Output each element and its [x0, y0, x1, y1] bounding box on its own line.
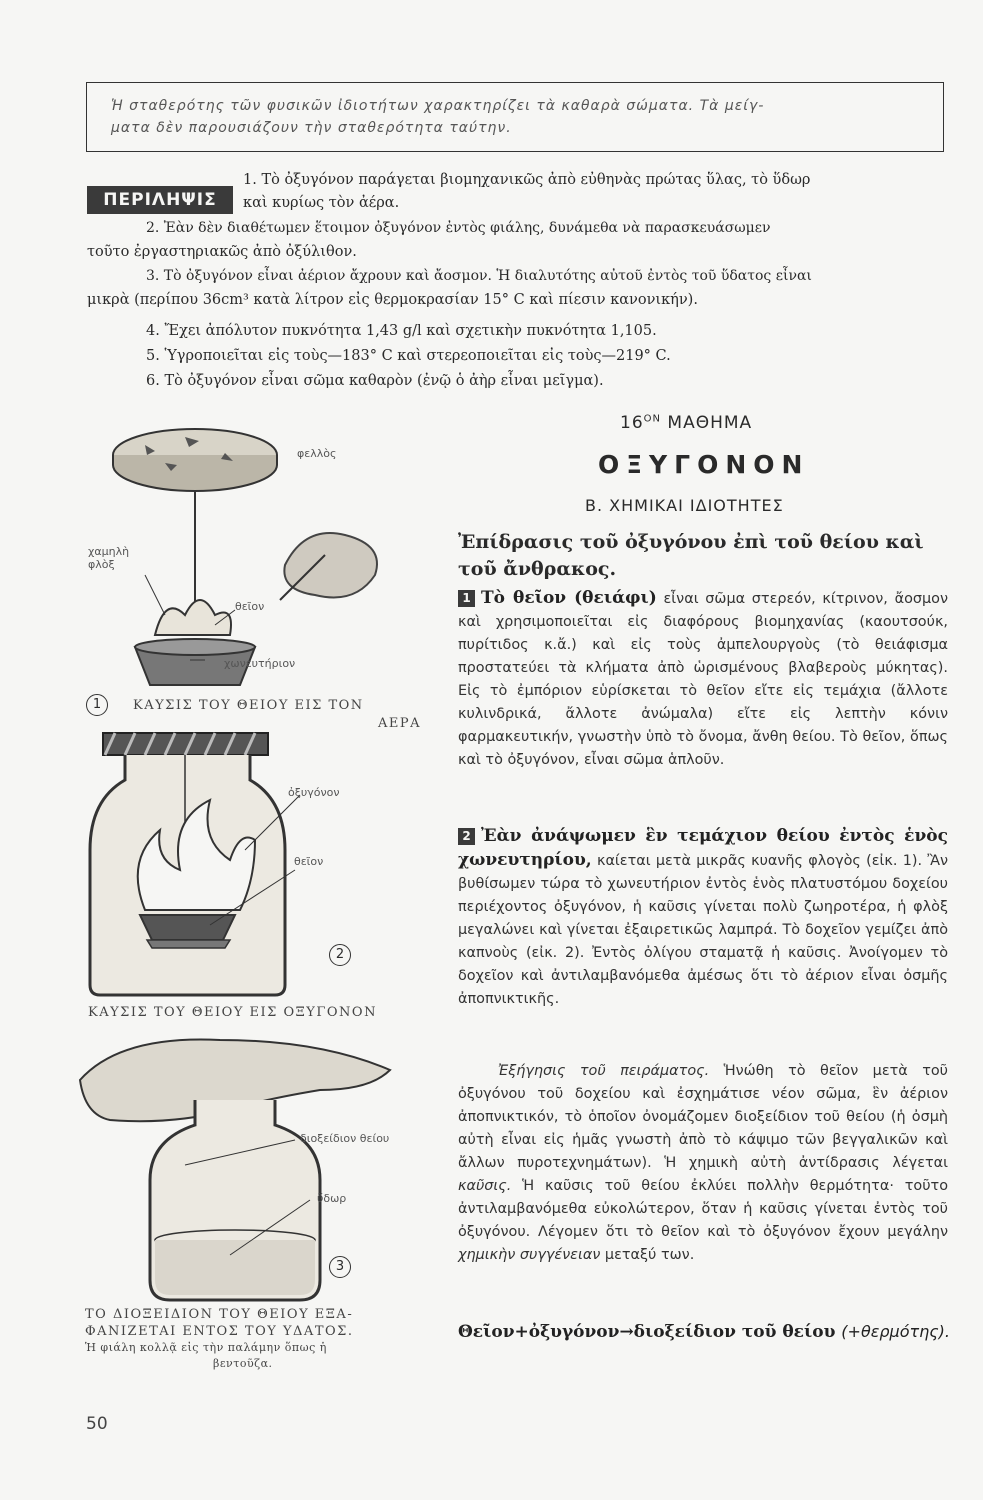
summary-item-5: 5. Ὑγροποιεῖται εἰς τοὺς—183° C καὶ στερεοποιεῖται εἰς τοὺς—219° C. — [146, 348, 671, 364]
page-number: 50 — [86, 1414, 108, 1434]
paragraph-3-text-b: Ἡ καῦσις τοῦ θείου ἐκλύει πολλὴν θερμότητα· τοῦτο ἀντιλαμβανόμεθα εὐκολώτερον, ὅταν ἡ καῦσις γίνεται ἐντὸς τοῦ ὀξυγόνου. Λέγομεν ὅτι τὸ θεῖον καὶ τὸ ὀξυγόνον ἔχουν μεγάλην — [458, 1178, 948, 1240]
paragraph-2-lead: Ἐὰν ἀνάψωμεν ἓν τεμάχιον θείου ἐντὸς ἑνὸς χωνευτηρίου, — [458, 826, 948, 870]
figure-3-illustration — [75, 1030, 405, 1310]
summary-item-4: 4. Ἔχει ἀπόλυτον πυκνότητα 1,43 g/l καὶ σχετικὴν πυκνότητα 1,105. — [146, 323, 657, 339]
summary-item-2a: 2. Ἐὰν δὲν διαθέτωμεν ἕτοιμον ὀξυγόνον ἐντὸς φιάλης, δυνάμεθα νὰ παρασκευάσωμεν — [146, 220, 771, 236]
paragraph-1 — [458, 587, 948, 772]
figure-1-number: 1 — [86, 694, 108, 716]
note-box — [86, 82, 944, 152]
note-line-2: ματα δὲν παρουσιάζουν τὴν σταθερότητα ταύτην. — [111, 120, 512, 136]
figure-1-plate-label: φελλὸς — [297, 447, 337, 460]
paragraph-3-italic-b: χημικὴν συγγένειαν — [458, 1247, 601, 1263]
figure-1-flame-label: χαμηλὴ φλὸξ — [88, 545, 130, 571]
figure-3-caption-line-2: ΦΑΝΙΖΕΤΑΙ ΕΝΤΟΣ ΤΟΥ ΥΔΑΤΟΣ. — [85, 1324, 354, 1339]
figure-1-caption-line-2: ΑΕΡΑ — [378, 716, 422, 731]
paragraph-3-lead: Ἐξήγησις τοῦ πειράματος. — [498, 1063, 710, 1079]
paragraph-2 — [458, 825, 948, 1011]
equation-tail: (+θερμότης). — [841, 1322, 950, 1341]
figure-1-sulfur-label: θεῖον — [235, 600, 265, 613]
figure-1-crucible-label: χωνευτήριον — [224, 657, 296, 670]
figure-3-water-label: ὕδωρ — [317, 1192, 347, 1205]
lesson-number — [620, 413, 752, 433]
summary-item-6: 6. Τὸ ὀξυγόνον εἶναι σῶμα καθαρὸν (ἐνῷ ὁ ἀὴρ εἶναι μεῖγμα). — [146, 373, 604, 389]
figure-3-caption-line-1: ΤΟ ΔΙΟΞΕΙΔΙΟΝ ΤΟΥ ΘΕΙΟΥ ΕΞΑ- — [85, 1307, 354, 1322]
paragraph-1-lead: Τὸ θεῖον (θειάφι) — [481, 588, 657, 608]
summary-item-1a: 1. Τὸ ὀξυγόνον παράγεται βιομηχανικῶς ἀπὸ εὐθηνὰς πρώτας ὕλας, τὸ ὕδωρ — [243, 172, 811, 188]
figure-2-oxygen-label: ὀξυγόνον — [288, 786, 340, 799]
figure-1-caption-line-1: ΚΑΥΣΙΣ ΤΟΥ ΘΕΙΟΥ ΕΙΣ ΤΟΝ — [133, 698, 364, 713]
equation-main: Θεῖον+ὀξυγόνον→διοξείδιον τοῦ θείου — [458, 1322, 836, 1342]
lesson-title: ΟΞΥΓΟΝΟΝ — [598, 450, 810, 479]
lesson-number-main: 16 — [620, 413, 644, 433]
lesson-number-sup: ΟΝ — [643, 413, 661, 425]
paragraph-2-text: καίεται μετὰ μικρᾶς κυανῆς φλογὸς (εἰκ. 1). Ἂν βυθίσωμεν τώρα τὸ χωνευτήριον ἐντὸς ἑνὸς πλατυστόμου δοχείου περιέχοντος ὀξυγόνον, ἡ καῦσις γίνεται πολὺ ζωηροτέρα, ἡ φλὸξ μεγαλώνει καὶ γίνεται ἐξαιρετικῶς λαμπρά. Τὸ δοχεῖον γεμίζει ἀπὸ καπνοὺς (εἰκ. 2). Ἐντὸς ὀλίγου σταματᾷ ἡ καῦσις. Ἀνοίγομεν τὸ δοχεῖον καὶ ἀντιλαμβανόμεθα ἀμέσως ὅτι τὸ ἀέριον εἶναι ὀσμῆς ἀποπνικτικῆς. — [458, 853, 948, 1007]
figure-3-caption-line-3: Ἡ φιάλη κολλᾷ εἰς τὴν παλάμην ὅπως ἡ — [85, 1341, 327, 1354]
paragraph-1-text: εἶναι σῶμα στερεόν, κίτρινον, ἄοσμον καὶ χρησιμοποιεῖται εἰς διαφόρους βιομηχανίας (καουτσούκ, πυρίτιδος κ.ἄ.) καὶ εἰς τοὺς ἀμπελουργοὺς (τὸ θειάφισμα προστατεύει τὰ κλήματα ἀπὸ ὡρισμένους βλαβεροὺς μύκητας). Εἰς τὸ ἐμπόριον εὑρίσκεται τὸ θεῖον εἴτε εἰς τεμάχια (ἄλλοτε κυλινδρικά, ἄλλοτε ἀνώμαλα) εἴτε εἰς λεπτὴν κόνιν φαρμακευτικήν, γνωστὴν ὑπὸ τὸ ὄνομα, ἄνθη θείου. Τὸ θεῖον, ὅπως καὶ τὸ ὀξυγόνον, εἶναι σῶμα ἁπλοῦν. — [458, 591, 948, 768]
summary-item-2b: τοῦτο ἐργαστηριακῶς ἀπὸ ὀξύλιθον. — [87, 244, 357, 260]
summary-item-3a: 3. Τὸ ὀξυγόνον εἶναι ἀέριον ἄχρουν καὶ ἄοσμον. Ἡ διαλυτότης αὐτοῦ ἐντὸς τοῦ ὕδατος εἶναι — [146, 268, 812, 284]
paragraph-3-text-c: μεταξύ των. — [600, 1247, 695, 1263]
paragraph-3-text-a: Ἡνώθη τὸ θεῖον μετὰ τοῦ ὀξυγόνου τοῦ δοχείου καὶ ἐσχημάτισε νέον σῶμα, ἓν ἀέριον ἀποπνικτικόν, τὸ ὁποῖον ὀνομάζομεν διοξείδιον τοῦ θείου (ἡ ὀσμὴ αὐτὴ εἶναι εἰς ἡμᾶς γνωστὴ ἀπὸ τὸ κάψιμο τῶν βεγγαλικῶν καὶ ἄλλων πυροτεχνημάτων). Ἡ χημικὴ αὐτὴ ἀντίδρασις λέγεται — [458, 1063, 948, 1171]
paragraph-1-number: 1 — [458, 590, 475, 607]
summary-label: ΠΕΡΙΛΗΨΙΣ — [87, 186, 233, 214]
paragraph-3 — [458, 1060, 948, 1267]
summary-item-1b: καὶ κυρίως τὸν ἀέρα. — [243, 195, 400, 211]
lesson-subtitle: Β. ΧΗΜΙΚΑΙ ΙΔΙΟΤΗΤΕΣ — [585, 496, 784, 515]
reaction-equation — [458, 1322, 958, 1342]
figure-3-caption-line-4: βεντοῦζα. — [213, 1357, 273, 1370]
lesson-number-word: ΜΑΘΗΜΑ — [667, 413, 753, 433]
figure-3-dioxide-label: διοξείδιον θείου — [300, 1132, 390, 1145]
figure-2-number: 2 — [329, 944, 351, 966]
figure-2-sulfur-label: θεῖον — [294, 855, 324, 868]
figure-3-number: 3 — [329, 1256, 351, 1278]
figure-2-caption: ΚΑΥΣΙΣ ΤΟΥ ΘΕΙΟΥ ΕΙΣ ΟΞΥΓΟΝΟΝ — [88, 1005, 377, 1020]
paragraph-2-number: 2 — [458, 828, 475, 845]
note-line-1: Ἡ σταθερότης τῶν φυσικῶν ἰδιοτήτων χαρακτηρίζει τὰ καθαρὰ σώματα. Τὰ μείγ- — [111, 98, 765, 114]
section-heading: Ἐπίδρασις τοῦ ὀξυγόνου ἐπὶ τοῦ θείου καὶ τοῦ ἄνθρακος. — [458, 531, 924, 580]
summary-item-3b: μικρὰ (περίπου 36cm³ κατὰ λίτρον εἰς θερμοκρασίαν 15° C καὶ πίεσιν κανονικήν). — [87, 292, 698, 308]
paragraph-3-italic-a: καῦσις. — [458, 1178, 512, 1194]
